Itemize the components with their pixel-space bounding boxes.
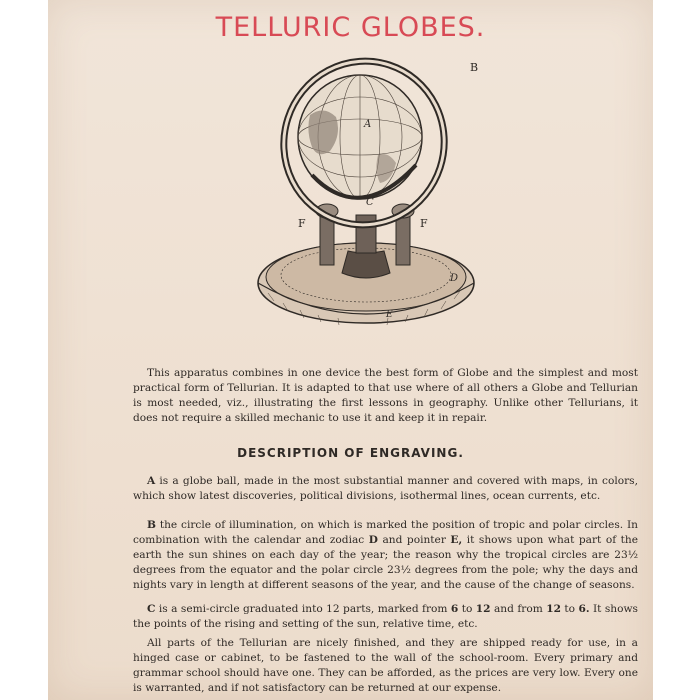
num-12b: 12 (546, 603, 561, 615)
description-a-text: is a globe ball, made in the most substantial manner and covered with maps, in colors, which show latest discoveries, political divisions, isothermal lines, ocean currents, etc. (133, 475, 638, 502)
label-b: B (470, 61, 479, 74)
label-f-left: F (298, 217, 306, 230)
label-d: D (450, 273, 459, 284)
intro-paragraph: This apparatus combines in one device the best form of Globe and the simplest and most practical form of Tellurian. It is adapted to that use where of all others a Globe and Tellurian is most needed, viz., illustrating the first lessons in geography. Unlike other Tellurians, it does not require a skilled mechanic to use it and keep it in repair. (133, 367, 638, 424)
description-b-text-3: it shows upon what part of the earth the sun shines on each day of the year; the reason why the tropical circles are 23½ degrees from the equator and the polar circle 23½ degrees from the pole; why the days and nights vary in length at different seasons of the year, and the cause of the change of seasons. (133, 534, 639, 591)
page-margin-right (653, 0, 700, 700)
description-c-text-5: It shows the points of the rising and setting of the sun, relative time, etc. (133, 603, 638, 630)
description-b-text-1: the circle of illumination, on which is marked the position of tropic and polar circles. In combination with the calendar and zodiac (133, 519, 638, 546)
description-b (133, 518, 638, 593)
label-c: C (366, 197, 374, 208)
description-c-text-4: to (560, 603, 579, 615)
num-6b: 6. (578, 603, 590, 615)
label-f-right: F (420, 217, 428, 230)
num-6a: 6 (450, 603, 459, 615)
key-a: A (147, 475, 156, 487)
description-c-text-1: is a semi-circle graduated into 12 parts, marked from (155, 603, 451, 615)
closing-paragraph: All parts of the Tellurian are nicely finished, and they are shipped ready for use, in a hinged case or cabinet, to be fastened to the wall of the school-room. Every primary and grammar school should have one. They can be afforded, as the prices are very low. Every one is warranted, and if not satisfactory can be returned at our expense. (133, 637, 638, 694)
description-c-text-2: to (458, 603, 476, 615)
description-a (133, 474, 638, 504)
description-c-text-3: and from (490, 603, 547, 615)
description-b-text-2: and pointer (377, 534, 451, 546)
num-12a: 12 (475, 603, 491, 615)
key-d: D (368, 534, 378, 546)
page-margin-left (0, 0, 48, 700)
key-b: B (147, 519, 156, 531)
catalog-page (48, 0, 653, 700)
key-c: C (147, 603, 156, 615)
key-e: E, (450, 534, 463, 546)
description-c (133, 602, 638, 632)
label-a: A (364, 119, 372, 130)
telluric-globe-engraving (238, 55, 488, 350)
page-title: TELLURIC GLOBES. (215, 12, 486, 43)
section-heading: DESCRIPTION OF ENGRAVING. (237, 446, 464, 460)
label-e: E (386, 310, 393, 320)
